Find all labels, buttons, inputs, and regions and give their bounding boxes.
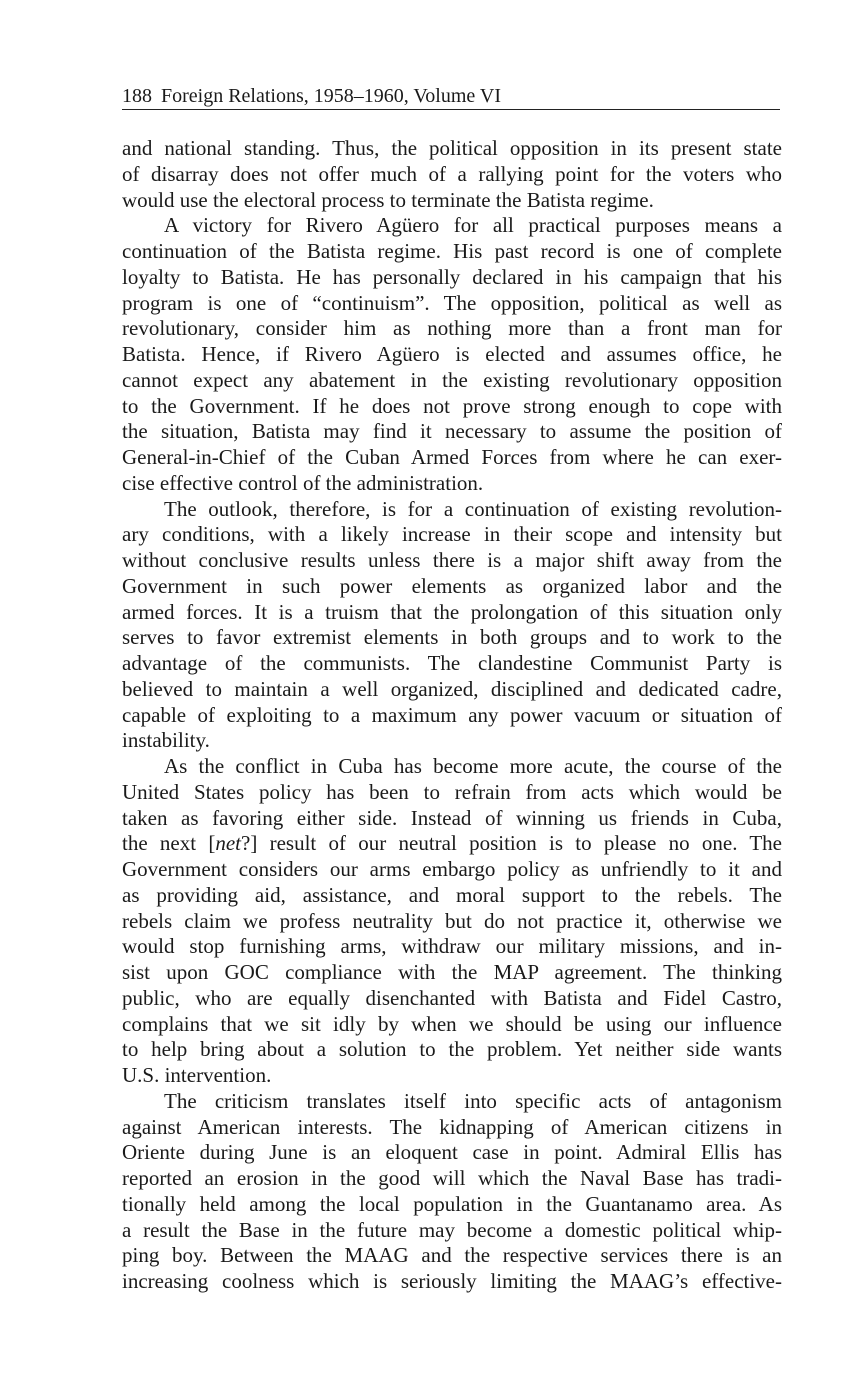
- text-line: increasing coolness which is seriously limiting the MAAG’s effective-: [122, 1269, 782, 1293]
- text-line: taken as favoring either side. Instead of winning us friends in Cuba,: [122, 805, 782, 830]
- text-line: against American interests. The kidnapping of American citizens in: [122, 1114, 782, 1139]
- text-line: believed to maintain a well organized, disciplined and dedicated cadre,: [122, 676, 782, 701]
- text-line: instability.: [122, 728, 210, 753]
- text-line: A victory for Rivero Agüero for all practical purposes means a: [164, 213, 782, 238]
- text-line: to help bring about a solution to the problem. Yet neither side wants: [122, 1037, 782, 1062]
- text-line: serves to favor extremist elements in both groups and to work to the: [122, 625, 782, 650]
- text-line: without conclusive results unless there is a major shift away from the: [122, 548, 782, 572]
- text-line: General-in-Chief of the Cuban Armed Forces from where he can exer-: [122, 445, 782, 469]
- text-line: ary conditions, with a likely increase in their scope and intensity but: [122, 522, 782, 547]
- page-number: 188: [122, 85, 152, 107]
- editorial-insertion: net: [215, 831, 241, 856]
- text-line: The criticism translates itself into specific acts of antagonism: [164, 1088, 782, 1113]
- text-line: the next [net?] result of our neutral position is to please no one. The: [122, 831, 782, 856]
- text-line: and national standing. Thus, the political opposition in its present state: [122, 136, 782, 160]
- text-line: United States policy has been to refrain from acts which would be: [122, 779, 782, 804]
- text-line: program is one of “continuism”. The opposition, political as well as: [122, 290, 782, 315]
- text-line: revolutionary, consider him as nothing more than a front man for: [122, 316, 782, 341]
- text-line: sist upon GOC compliance with the MAP agreement. The thinking: [122, 960, 782, 984]
- text-line: armed forces. It is a truism that the prolongation of this situation only: [122, 599, 782, 624]
- text-line: rebels claim we profess neutrality but do not practice it, otherwise we: [122, 908, 782, 933]
- text-line: The outlook, therefore, is for a continuation of existing revolution-: [164, 496, 782, 521]
- running-title: Foreign Relations, 1958–1960, Volume VI: [161, 85, 501, 107]
- text-line: loyalty to Batista. He has personally declared in his campaign that his: [122, 264, 782, 289]
- text-line: complains that we sit idly by when we should be using our influence: [122, 1011, 782, 1036]
- text-line: advantage of the communists. The clandestine Communist Party is: [122, 651, 782, 675]
- text-line: Batista. Hence, if Rivero Agüero is elected and assumes office, he: [122, 342, 782, 366]
- text-line: the situation, Batista may find it necessary to assume the position of: [122, 419, 782, 444]
- text-line: of disarray does not offer much of a rallying point for the voters who: [122, 161, 782, 186]
- text-line: public, who are equally disenchanted with Batista and Fidel Castro,: [122, 985, 782, 1010]
- text-line: capable of exploiting to a maximum any power vacuum or situation of: [122, 702, 782, 727]
- text-line: continuation of the Batista regime. His past record is one of complete: [122, 239, 782, 263]
- text-line: as providing aid, assistance, and moral support to the rebels. The: [122, 882, 782, 907]
- text-line: cise effective control of the administration.: [122, 470, 484, 495]
- text-line: to the Government. If he does not prove strong enough to cope with: [122, 393, 782, 418]
- text-line: Oriente during June is an eloquent case in point. Admiral Ellis has: [122, 1140, 782, 1165]
- text-line: reported an erosion in the good will which the Naval Base has tradi-: [122, 1166, 782, 1190]
- text-line: would stop furnishing arms, withdraw our military missions, and in-: [122, 934, 782, 959]
- body-text: [122, 136, 782, 1295]
- running-header: [122, 84, 780, 110]
- text-line: tionally held among the local population in the Guantanamo area. As: [122, 1191, 782, 1216]
- text-line: Government in such power elements as organized labor and the: [122, 573, 782, 598]
- text-line: Government considers our arms embargo policy as unfriendly to it and: [122, 857, 782, 881]
- text-line: a result the Base in the future may become a domestic political whip-: [122, 1217, 782, 1242]
- text-line: cannot expect any abatement in the existing revolutionary opposition: [122, 367, 782, 392]
- text-line: would use the electoral process to terminate the Batista regime.: [122, 187, 654, 212]
- text-line: As the conflict in Cuba has become more acute, the course of the: [164, 754, 782, 778]
- text-line: U.S. intervention.: [122, 1063, 272, 1087]
- text-line: ping boy. Between the MAAG and the respective services there is an: [122, 1243, 782, 1268]
